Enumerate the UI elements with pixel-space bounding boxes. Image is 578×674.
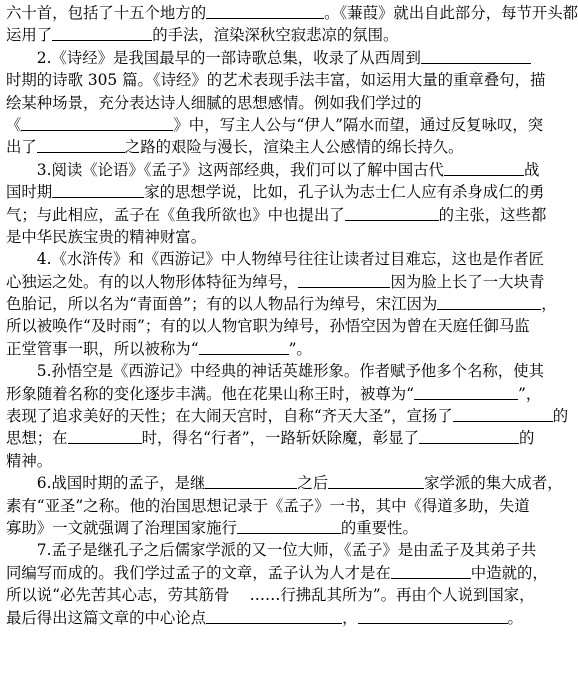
text-segment: 时，得名“行者”，一路斩妖除魔，彰显了 (141, 429, 419, 448)
text-line (6, 159, 566, 181)
text-line (6, 226, 566, 248)
text-segment: 色胎记，所以名为“青面兽”；有的以人物品行为绰号，宋江因为 (6, 295, 438, 314)
text-segment: 7.孟子是继孔子之后儒家学派的又一位大师，《孟子》是由孟子及其弟子共 (6, 541, 537, 560)
text-segment: 。《蒹葭》就出自此部分，每节开头都 (324, 4, 578, 22)
text-segment: 2.《诗经》是我国最早的一部诗歌总集，收录了从西周到 (6, 48, 421, 67)
text-line (6, 114, 566, 136)
text-line (6, 338, 566, 360)
text-line (6, 427, 566, 449)
text-line (6, 315, 566, 337)
text-segment: 。 (507, 608, 523, 627)
text-segment: 形象随着名称的变化逐步丰满。他在花果山称王时，被尊为“ (6, 384, 415, 403)
text-segment: 中造就的， (470, 563, 548, 582)
text-line (6, 92, 566, 114)
text-segment: 素有“亚圣”之称。他的治国思想记录于《孟子》一书，其中《得道多助，失道 (6, 496, 530, 515)
text-segment: 家学派的集大成者， (424, 474, 563, 493)
fill-in-blank (37, 137, 125, 153)
fill-in-blank (52, 25, 152, 41)
text-line (6, 47, 566, 69)
text-segment: 运用了 (6, 26, 53, 45)
text-line (6, 204, 566, 226)
text-line (6, 136, 566, 158)
text-line (6, 181, 566, 203)
text-segment: 的 (552, 407, 569, 426)
text-segment: 4.《水浒传》和《西游记》中人物绰号往往让读者过目难忘，这也是作者匠 (6, 250, 544, 269)
text-line (6, 69, 566, 91)
text-segment: 同编写而成的。我们学过孟子的文章，孟子认为人才是在 (6, 563, 391, 582)
fill-in-blank (421, 48, 531, 64)
text-segment: 3.阅读《论语》《孟子》这两部经典，我们可以了解中国古代 (6, 160, 444, 179)
text-line (6, 472, 566, 494)
text-segment: 》中，写主人公与“伊人”隔水而望，通过反复咏叹，突 (173, 115, 544, 134)
text-segment: 6.战国时期的孟子，是继 (6, 474, 206, 493)
text-segment: 时期的诗歌 305 篇。《诗经》的艺术表现手法丰富，如运用大量的重章叠句，描 (6, 71, 546, 90)
text-segment: 家的思想学说，比如，孔子认为志士仁人应有杀身成仁的勇 (144, 183, 545, 202)
text-segment: 之后 (297, 474, 329, 493)
fill-in-blank (205, 473, 297, 489)
text-line (6, 383, 566, 405)
text-segment: 六十首，包括了十五个地方的 (6, 4, 207, 22)
text-line (6, 405, 569, 427)
text-line (6, 517, 566, 539)
text-line (6, 450, 566, 472)
text-segment: 表现了追求美好的天性；在大闹天宫时，自称“齐天大圣”，宣扬了 (6, 407, 453, 426)
text-segment: 思想；在 (6, 429, 68, 448)
text-segment: 心独运之处。有的以人物形体特征为绰号， (6, 272, 299, 291)
text-segment: 寡助》一文就强调了治理国家施行 (6, 518, 237, 537)
text-line (6, 495, 566, 517)
text-line (6, 271, 566, 293)
fill-in-blank (345, 205, 439, 221)
text-line (6, 539, 566, 561)
text-segment: 的重要性。 (340, 518, 418, 537)
text-segment: 战 (523, 160, 540, 179)
text-segment: 正堂管事一职，所以被称为“ (6, 339, 199, 358)
fill-in-blank (453, 406, 553, 422)
fill-in-blank (414, 384, 518, 400)
text-segment: 所以被唤作“及时雨”；有的以人物官职为绰号，孙悟空因为曾在天庭任御马监 (6, 317, 530, 336)
fill-in-blank (68, 428, 142, 444)
fill-in-blank (21, 115, 173, 131)
text-segment: 之路的艰险与漫长，渲染主人公感情的绵长持久。 (124, 138, 464, 157)
fill-in-blank (437, 294, 541, 310)
fill-in-blank (199, 339, 289, 355)
text-line (6, 360, 566, 382)
text-segment: ， (342, 608, 358, 627)
text-segment: ， (541, 295, 557, 314)
text-line (6, 248, 566, 270)
text-segment: 的主张，这些都 (438, 205, 547, 224)
fill-in-blank (206, 608, 342, 624)
text-segment: 《 (6, 115, 22, 134)
fill-in-blank (237, 518, 341, 534)
fill-in-blank (419, 428, 519, 444)
text-line (6, 293, 566, 315)
text-line (6, 607, 566, 629)
text-segment: ”。 (288, 339, 312, 358)
fill-in-blank (52, 182, 144, 198)
text-segment: 气；与此相应，孟子在《鱼我所欲也》中也提出了 (6, 205, 345, 224)
text-segment: 所以说“必先苦其心志，劳其筋骨 ……行拂乱其所为”。再由个人说到国家， (6, 586, 535, 605)
text-segment: 出了 (6, 138, 37, 157)
fill-in-blank (206, 3, 324, 19)
text-line (6, 2, 578, 24)
fill-in-blank (298, 272, 390, 288)
text-segment: 最后得出这篇文章的中心论点 (6, 608, 207, 627)
text-line (6, 24, 566, 46)
text-segment: 的手法，渲染深秋空寂悲凉的氛围。 (152, 26, 399, 45)
fill-in-blank (358, 608, 508, 624)
text-segment: 因为脸上长了一大块青 (390, 272, 545, 291)
text-segment: 5.孙悟空是《西游记》中经典的神话英雄形象。作者赋予他多个名称，使其 (6, 362, 544, 381)
text-segment: 国时期 (6, 183, 53, 202)
text-segment: 绘某种场景，充分表达诗人细腻的思想感情。例如我们学过的 (6, 93, 422, 112)
text-line (6, 562, 566, 584)
fill-in-blank (328, 473, 424, 489)
text-segment: 是中华民族宝贵的精神财富。 (6, 227, 207, 246)
fill-in-blank (391, 563, 471, 579)
fill-in-blank (444, 160, 524, 176)
text-segment: ”， (518, 384, 542, 403)
text-segment: 的 (518, 429, 535, 448)
text-segment: 精神。 (6, 451, 53, 470)
text-line (6, 584, 566, 606)
